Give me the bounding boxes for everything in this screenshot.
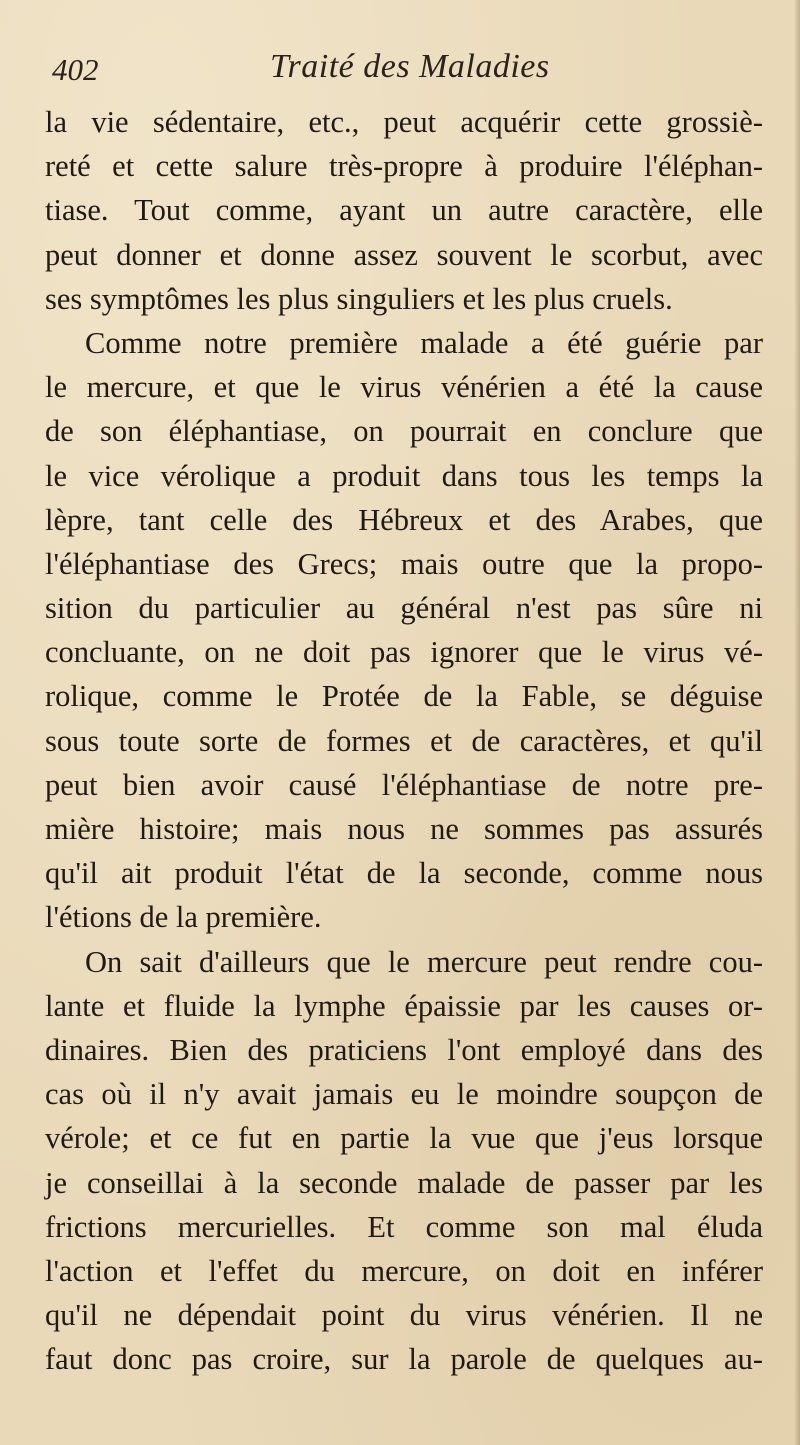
text-line: tiase. Tout comme, ayant un autre caractère, elle (45, 193, 763, 228)
text-line: reté et cette salure très-propre à produire l'éléphan- (45, 149, 763, 184)
text-line: le mercure, et que le virus vénérien a été la cause (45, 370, 763, 405)
page-number: 402 (52, 52, 99, 87)
page-edge-shadow (794, 0, 800, 1445)
page-header (52, 48, 752, 92)
text-line: peut bien avoir causé l'éléphantiase de notre pre- (45, 767, 763, 802)
text-line: Comme notre première malade a été guérie par (85, 325, 763, 360)
text-line: cas où il n'y avait jamais eu le moindre soupçon de (45, 1077, 763, 1112)
text-line: je conseillai à la seconde malade de passer par les (45, 1165, 763, 1200)
text-line: qu'il ne dépendait point du virus vénérien. Il ne (45, 1298, 763, 1333)
text-line: mière histoire; mais nous ne sommes pas assurés (45, 812, 763, 846)
text-line: l'éléphantiase des Grecs; mais outre que la propo- (45, 546, 763, 581)
text-line: peut donner et donne assez souvent le scorbut, avec (45, 237, 763, 272)
text-line: faut donc pas croire, sur la parole de quelques au- (45, 1342, 763, 1377)
text-line: rolique, comme le Protée de la Fable, se déguise (45, 679, 763, 714)
text-line: sous toute sorte de formes et de caractères, et qu'il (45, 723, 763, 758)
text-line: la vie sédentaire, etc., peut acquérir cette grossiè- (45, 105, 763, 139)
text-line: l'action et l'effet du mercure, on doit en inférer (45, 1253, 763, 1288)
text-line: qu'il ait produit l'état de la seconde, comme nous (45, 856, 763, 891)
text-line: l'étions de la première. (45, 900, 322, 935)
text-line: lante et fluide la lymphe épaissie par les causes or- (45, 988, 763, 1023)
text-line: sition du particulier au général n'est pas sûre ni (45, 591, 763, 626)
text-line: de son éléphantiase, on pourrait en conclure que (45, 414, 763, 449)
text-line: le vice vérolique a produit dans tous les temps la (45, 458, 763, 493)
text-line: lèpre, tant celle des Hébreux et des Arabes, que (45, 502, 763, 537)
body-text (45, 100, 763, 1381)
text-line: frictions mercurielles. Et comme son mal éluda (45, 1209, 763, 1244)
text-line: concluante, on ne doit pas ignorer que le virus vé- (45, 635, 763, 670)
running-title: Traité des Maladies (270, 48, 550, 85)
text-line: On sait d'ailleurs que le mercure peut rendre cou- (85, 944, 763, 979)
text-line: vérole; et ce fut en partie la vue que j'eus lorsque (45, 1121, 763, 1156)
text-line: ses symptômes les plus singuliers et les plus cruels. (45, 281, 673, 316)
text-line: dinaires. Bien des praticiens l'ont employé dans des (45, 1032, 763, 1067)
